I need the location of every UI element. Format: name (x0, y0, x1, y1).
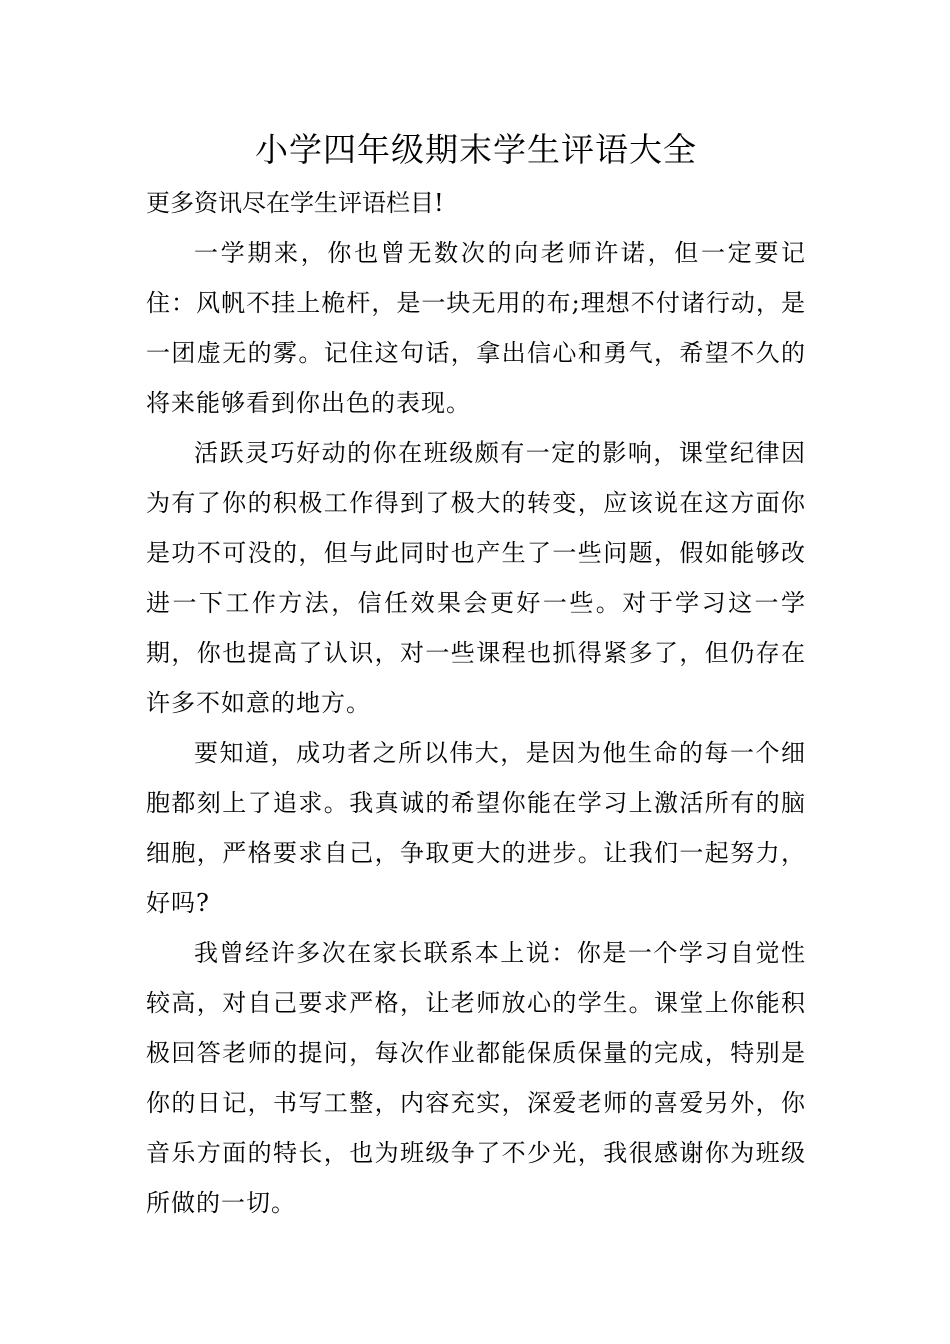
document-title: 小学四年级期末学生评语大全 (255, 130, 697, 169)
comment-paragraph-4: 我曾经许多次在家长联系本上说：你是一个学习自觉性较高，对自己要求严格，让老师放心的学生。课堂上你能积极回答老师的提问，每次作业都能保质保量的完成，特别是你的日记，书写工整，内容充实，深爱老师的喜爱另外，你音乐方面的特长，也为班级争了不少光，我很感谢你为班级所做的一切。 (146, 939, 806, 1217)
comment-paragraph-2: 活跃灵巧好动的你在班级颇有一定的影响，课堂纪律因为有了你的积极工作得到了极大的转变，应该说在这方面你是功不可没的，但与此同时也产生了一些问题，假如能够改进一下工作方法，信任效果会更好一些。对于学习这一学期，你也提高了认识，对一些课程也抓得紧多了，但仍存在许多不如意的地方。 (146, 439, 806, 717)
intro-line: 更多资讯尽在学生评语栏目! (146, 189, 444, 217)
comment-paragraph-1: 一学期来，你也曾无数次的向老师许诺，但一定要记住：风帆不挂上桅杆，是一块无用的布;理想不付诸行动，是一团虚无的雾。记住这句话，拿出信心和勇气，希望不久的将来能够看到你出色的表现。 (146, 239, 806, 417)
comment-paragraph-3: 要知道，成功者之所以伟大，是因为他生命的每一个细胞都刻上了追求。我真诚的希望你能在学习上激活所有的脑细胞，严格要求自己，争取更大的进步。让我们一起努力，好吗? (146, 739, 806, 917)
